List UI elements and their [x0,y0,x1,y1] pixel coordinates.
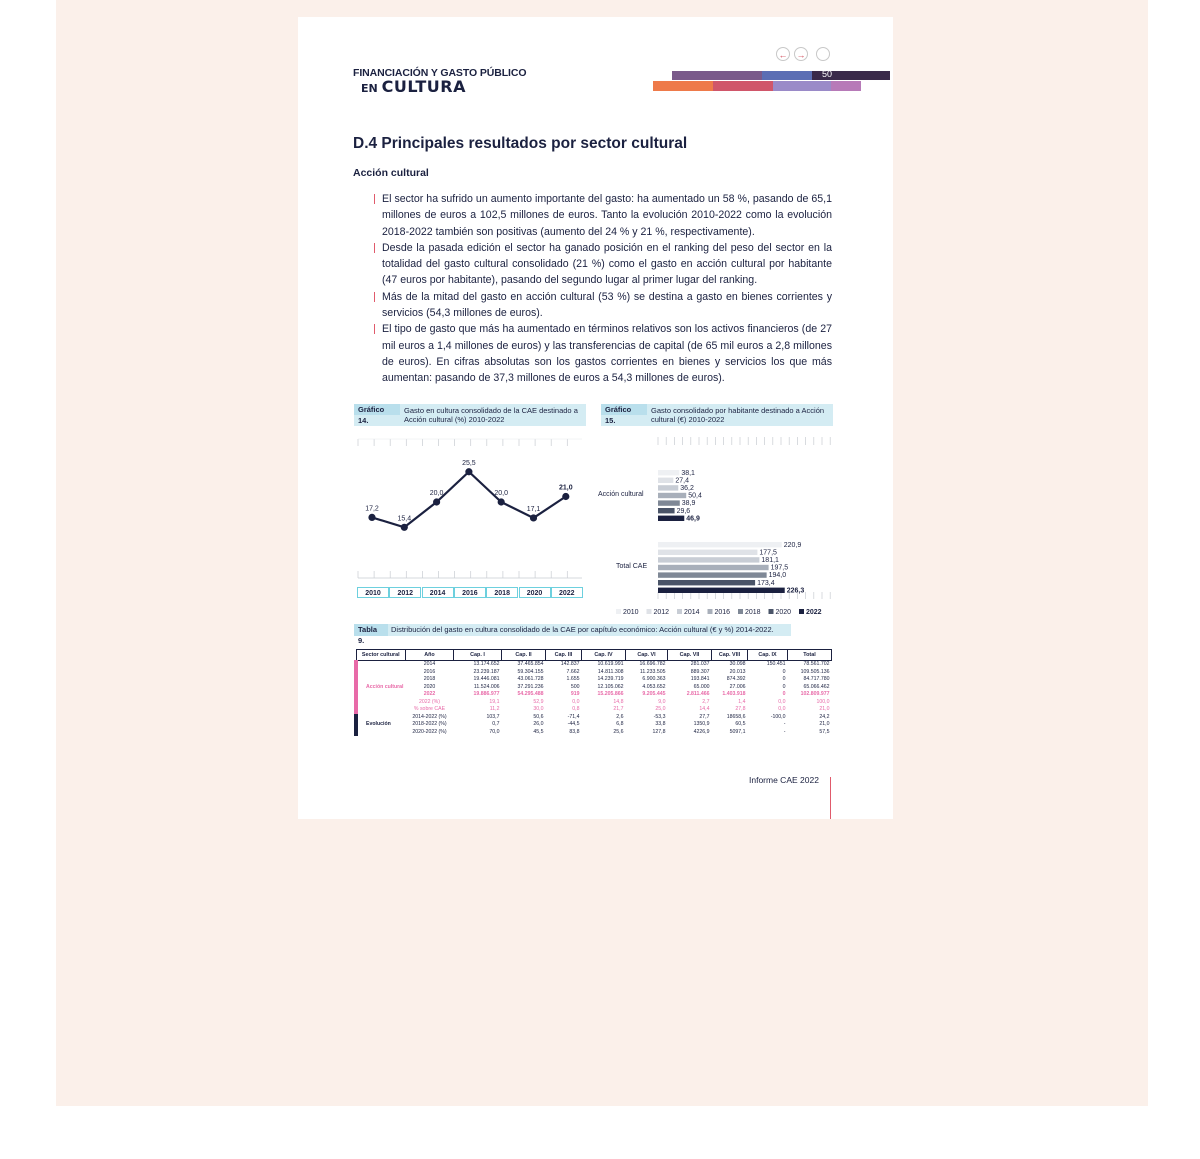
bar [658,470,679,475]
bar-value-label: 38,1 [681,469,695,477]
table-cell: 2022 [423,691,436,697]
table-cell: 57,5 [819,728,830,735]
table-row [356,721,831,729]
chart15-caption-line2: cultural (€) 2010-2022 [651,415,725,424]
data-label: 25,5 [462,459,476,467]
logo-line2-big: CULTURA [381,77,466,96]
bar-value-label: 173,4 [757,579,775,587]
table-header-cell: Cap. II [501,650,545,661]
table-cell: 0 [782,691,786,697]
table-cell: 25,6 [613,728,624,735]
table-cell: 1.403.918 [722,691,746,697]
section-title: D.4 Principales resultados por sector cultural [353,135,688,152]
table-cell: 14.239.719 [597,676,624,682]
table-cell: 102.809.977 [800,691,830,697]
table-cell: 50,6 [533,713,544,720]
bar [658,565,769,570]
bullet-list [374,191,832,387]
table-cell: 2.811.466 [686,691,710,697]
chart15-caption-line1: Gasto consolidado por habitante destinado a Acción [651,406,825,415]
table-group-label: Acción cultural [356,661,405,714]
bar-value-label: 29,6 [676,507,691,515]
bar-value-label: 50,4 [688,492,702,500]
data-point [562,493,569,500]
table-cell: 2020 [423,683,436,690]
table-cell: 874.392 [726,676,746,682]
table-cell: 0,0 [778,698,786,705]
x-tick-label: 2014 [422,587,454,598]
table-cell: 52,9 [533,698,544,705]
table-cell: 2014-2022 (%) [412,713,447,720]
table-cell: 27.006 [729,683,746,690]
table-cell: 18658,6 [726,713,746,720]
table9-tag: Tabla 9. [354,624,388,636]
table9-caption [354,624,791,645]
logo-line1: FINANCIACIÓN Y GASTO PÚBLICO [353,67,527,79]
table-header-cell: Cap. VI [625,650,667,661]
footer-text: Informe CAE 2022 [749,775,819,785]
table9-caption-text: Distribución del gasto en cultura consolidado de la CAE por capítulo económico: Acción cultural (€ y %) 2014-2022. [391,625,774,634]
table-header-cell: Cap. VIII [711,650,747,661]
table-cell: 1,4 [738,698,746,705]
legend-swatch [708,609,713,614]
data-point [368,514,375,521]
table-cell: 193.841 [690,676,710,682]
bar-value-label: 177,5 [759,549,777,557]
bar [658,478,673,483]
data-point [433,498,440,505]
data-label: 20,0 [429,490,444,497]
legend-label: 2016 [714,609,731,616]
x-tick-label: 2018 [486,587,518,598]
table-header-cell: Total [787,650,831,661]
table-cell: 0,8 [572,706,580,712]
table-cell: 27,8 [735,706,746,712]
table-cell: 19.446.081 [473,676,500,682]
chart14-caption [354,404,586,426]
table-cell: 127,8 [652,728,666,735]
x-tick-label: 2020 [519,587,551,598]
table-cell: 37.465.854 [517,661,544,667]
table-cell: 0 [782,683,786,690]
bar [658,508,675,513]
legend-label: 2018 [745,609,761,616]
table-cell: 2016 [423,668,436,675]
table-cell: 109.505.136 [800,668,830,675]
data-label: 21,0 [558,484,573,492]
table-cell: 65.066.462 [803,683,830,690]
chart15-caption [601,404,833,426]
table-cell: 500 [570,683,580,690]
table-cell: 4226,9 [693,728,710,735]
table-header-cell: Cap. VII [667,650,711,661]
table-header-cell: Cap. IX [747,650,787,661]
table-row [356,676,831,684]
table-cell: 14.811.308 [597,668,624,675]
bar [658,516,684,521]
table-cell: 0,0 [572,698,580,705]
table-cell: 15.205.866 [597,691,624,697]
table-cell: 2,6 [616,713,624,720]
table-cell: 2018 [423,676,436,682]
table-cell: 30.098 [729,661,746,667]
table-cell: -71,4 [567,713,580,720]
table-cell: 889.307 [690,668,710,675]
table-cell: 7.662 [566,668,580,675]
bullet-item: El tipo de gasto que más ha aumentado en términos relativos son los activos financieros (de 27 mil euros a 1,4 millones de euros) y las transferencias de capital (de 65 mil euros a 2,8 millones de euros). En cifras absolutas son los gastos corrientes en bienes y servicios los que más aumentan: pasando de 37,3 millones de euros a 54,3 millones de euros). [374,321,832,386]
data-label: 20,0 [494,490,509,497]
legend-swatch [616,609,621,614]
logo-line2-small: EN [361,82,378,95]
prev-page-button[interactable] [776,47,790,61]
bar-value-label: 181,1 [761,557,779,564]
next-page-button[interactable] [794,47,808,61]
table-cell: 30,0 [533,706,544,712]
bar-value-label: 46,9 [686,515,700,523]
chart15-tag: Gráfico 15. [601,404,647,415]
table-cell: 10.619.991 [597,661,624,667]
table-cell: 1350,9 [693,721,710,727]
category-label: Acción cultural [598,490,644,498]
legend-swatch [799,609,804,614]
bar-value-label: 220,9 [783,541,802,549]
bar [658,580,755,585]
table-cell: 19,1 [489,698,500,705]
arrow-left-icon: ← [778,50,788,60]
data-point [465,468,472,475]
arrow-right-icon: → [796,50,806,60]
chart14-caption-line2: Acción cultural (%) 2010-2022 [404,415,505,424]
table-cell: 25,0 [655,706,666,712]
table-header-cell: Sector cultural [356,650,405,661]
table-row [356,706,831,714]
bar [658,557,759,562]
table-cell: 919 [570,691,580,697]
table-cell: 4.053.652 [642,683,666,690]
table-cell: 20.013 [729,668,746,675]
table-cell: 14,4 [699,706,710,712]
table-cell: 9.205.445 [642,691,666,697]
table-row [356,699,831,707]
table-cell: - [783,721,786,727]
table-cell: 0,7 [492,721,500,727]
bar-value-label: 197,5 [770,564,789,572]
table-cell: 27,7 [699,713,710,720]
legend-label: 2020 [775,609,792,616]
table-cell: % sobre CAE [413,706,446,712]
bar-value-label: 38,9 [681,500,696,508]
table-row [356,661,831,669]
table-cell: - [783,728,786,735]
legend-swatch [647,609,652,614]
legend-swatch [738,609,743,614]
legend-swatch [769,609,774,614]
page-number: 50 [822,69,833,79]
table-cell: 0 [782,668,786,675]
x-tick-label: 2022 [551,587,583,598]
bar [658,500,680,505]
table-cell: 1.655 [566,676,580,682]
table-cell: 84.717.780 [803,676,830,682]
table-cell: 19.886.977 [473,691,500,697]
bar-value-label: 226,3 [786,587,805,595]
bar [658,572,767,577]
table-group-label: Evolución [356,714,405,737]
legend-swatch [677,609,682,614]
footer-divider [830,777,831,819]
table-cell: 70,0 [489,728,500,735]
table-row [356,691,831,699]
table-cell: 78.561.702 [803,661,830,667]
legend-label: 2022 [806,609,822,616]
table-cell: 26,0 [533,721,544,727]
table-cell: 83,8 [569,728,580,735]
table-cell: 150.451 [766,661,786,667]
table-cell: 2022 (%) [418,698,441,705]
bar [658,588,785,593]
category-label: Total CAE [616,562,648,570]
table-cell: 9,0 [658,698,666,705]
table-header-cell: Cap. IV [581,650,625,661]
data-label: 17,1 [526,505,541,513]
table-cell: 2,7 [702,698,710,705]
chart14-caption-line1: Gasto en cultura consolidado de la CAE destinado a [404,406,578,415]
table-cell: 21,0 [819,706,830,712]
x-tick-label: 2016 [454,587,486,598]
bar-value-label: 36,2 [680,485,694,492]
table-cell: 6,8 [616,721,624,727]
bullet-item: Desde la pasada edición el sector ha ganado posición en el ranking del peso del sector en la totalidad del gasto cultural consolidado (21 %) como el gasto en acción cultural por habitante (47 euros por habitante), pasando del segundo lugar al primer lugar del ranking. [374,240,832,289]
data-point [530,514,537,521]
table-cell: 12.105.062 [597,683,624,690]
chart14-tag: Gráfico 14. [354,404,400,415]
bullet-item: Más de la mitad del gasto en acción cultural (53 %) se destina a gasto en bienes corrientes y servicios (54,3 millones de euros). [374,289,832,322]
table-cell: 33,8 [655,721,666,727]
data-point [498,498,505,505]
data-label: 15,4 [397,515,412,523]
table-cell: 103,7 [486,713,500,720]
table-cell: 24,2 [819,713,830,720]
table-cell: 2020-2022 (%) [412,728,447,735]
table-row [356,714,831,722]
table-cell: -53,3 [653,713,666,720]
table-row [356,669,831,677]
table-row [356,684,831,692]
table-cell: -100,0 [770,713,786,720]
table-cell: 281.037 [690,661,710,667]
table-row [356,729,831,737]
table-cell: 21,0 [819,721,830,727]
table-cell: 65.000 [693,683,710,690]
data-label: 17,2 [365,505,379,513]
bar [658,485,678,490]
bar [658,542,782,547]
table-cell: 14,8 [613,698,624,705]
table9 [354,649,832,736]
table-cell: 43.061.728 [517,676,544,682]
table-cell: 21,7 [613,706,624,712]
table-cell: 6.900.363 [642,676,666,682]
x-tick-label: 2010 [357,587,389,598]
chart14-line-chart [354,437,586,587]
table-cell: 2014 [423,661,436,667]
table-cell: 54.295.488 [517,691,544,697]
table-cell: 13.174.652 [473,661,500,667]
bullet-item: El sector ha sufrido un aumento importante del gasto: ha aumentado un 58 %, pasando de 65,1 millones de euros a 102,5 millones de euros. Tanto la evolución 2010-2022 como la evolución 2018-2022 también son positivas (aumento del 24 % y 21 %, respectivamente). [374,191,832,240]
bar-value-label: 27,4 [675,477,689,485]
x-tick-label: 2012 [389,587,421,598]
table-cell: -44,5 [567,721,580,727]
section-subtitle: Acción cultural [353,167,429,179]
table-header-cell: Año [405,650,453,661]
legend-label: 2014 [684,609,700,616]
data-point [401,524,408,531]
table-cell: 0,0 [778,706,786,712]
table-cell: 142.837 [560,661,580,667]
table-cell: 0 [782,676,786,682]
table-cell: 45,5 [533,728,544,735]
table-cell: 23.239.187 [473,668,500,675]
page-indicator-circle[interactable] [816,47,830,61]
bar-value-label: 194,0 [768,572,787,580]
table-cell: 59.304.155 [517,668,544,675]
bar [658,493,686,498]
table-cell: 11.524.006 [473,683,500,690]
table-cell: 37.291.236 [517,683,544,690]
table-header-cell: Cap. III [545,650,581,661]
table-cell: 2018-2022 (%) [412,721,447,727]
table-cell: 11.233.505 [639,668,666,675]
table-cell: 16.696.782 [639,661,666,667]
bar [658,550,757,555]
logo [353,68,526,97]
table-cell: 11,2 [489,706,500,712]
table-header-cell: Cap. I [453,650,501,661]
legend-label: 2010 [623,609,639,616]
table-cell: 5097,1 [729,728,746,735]
chart15-bar-chart [598,432,838,618]
legend-label: 2012 [653,609,670,616]
document-page [298,17,893,819]
table-cell: 60,5 [735,721,746,727]
table-cell: 100,0 [816,698,830,705]
